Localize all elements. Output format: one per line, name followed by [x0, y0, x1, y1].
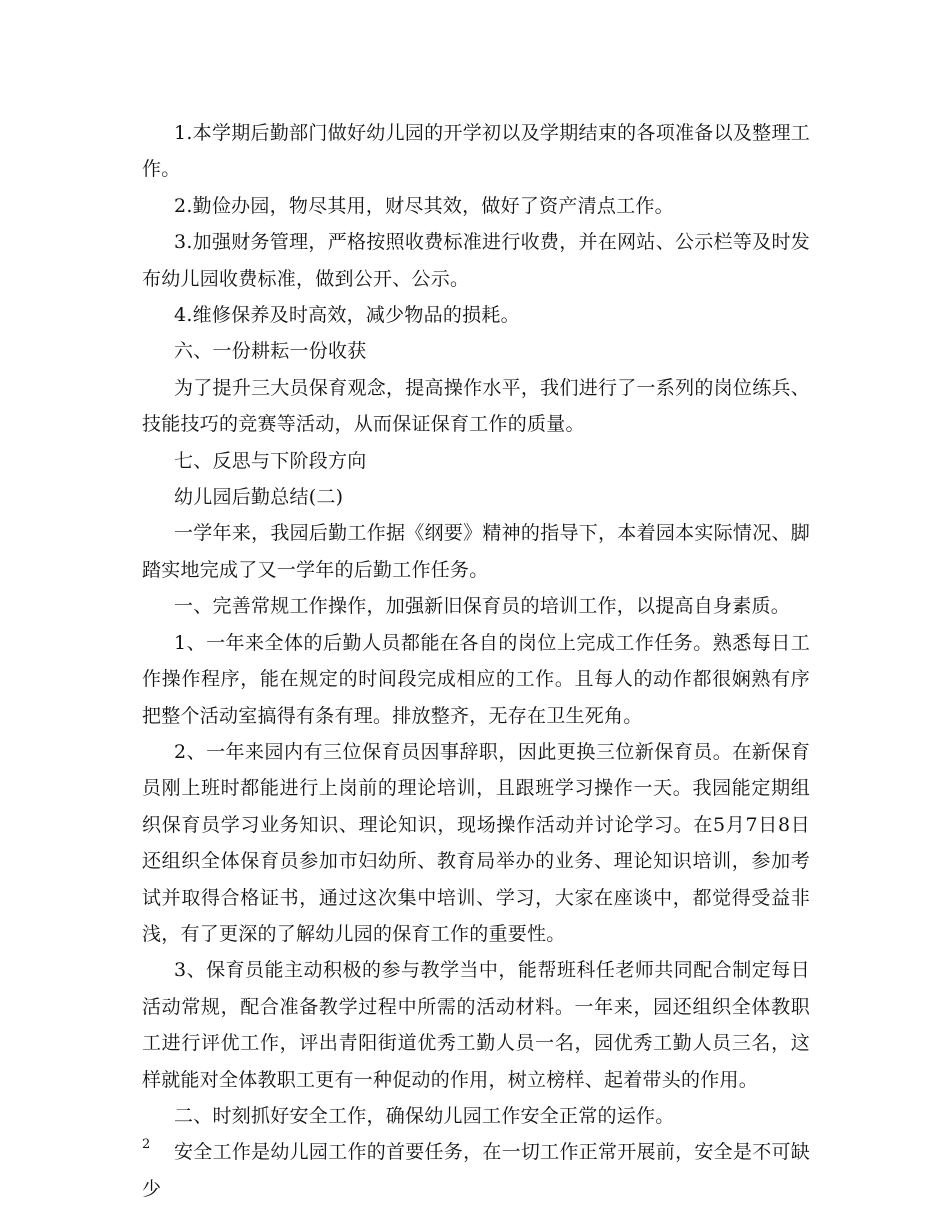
- paragraph-finance-management: 3.加强财务管理，严格按照收费标准进行收费，并在网站、公示栏等及时发布幼儿园收费标准，做到公开、公示。: [142, 231, 810, 290]
- paragraph-item-1: 1、一年来全体的后勤人员都能在各自的岗位上完成工作任务。熟悉每日工作操作程序，能在规定的时间段完成相应的工作。且每人的动作都很娴熟有序把整个活动室搞得有条有理。排放整齐，无存在卫生死角。: [142, 631, 810, 727]
- document-body: [142, 115, 810, 1207]
- document-subtitle: 幼儿园后勤总结(二): [174, 486, 344, 509]
- paragraph-logistics-prep: 1.本学期后勤部门做好幼儿园的开学初以及学期结束的各项准备以及整理工作。: [142, 122, 810, 181]
- section-heading-two: 二、时刻抓好安全工作，确保幼儿园工作安全正常的运作。: [174, 1104, 675, 1127]
- section-heading-six: 六、一份耕耘一份收获: [174, 340, 367, 363]
- paragraph-skill-training: 为了提升三大员保育观念，提高操作水平，我们进行了一系列的岗位练兵、技能技巧的竞赛等活动，从而保证保育工作的质量。: [142, 376, 810, 436]
- section-heading-seven: 七、反思与下阶段方向: [174, 449, 367, 472]
- paragraph-item-2: 2、一年来园内有三位保育员因事辞职，因此更换三位新保育员。在新保育员刚上班时都能进行上岗前的理论培训，且跟班学习操作一天。我园能定期组织保育员学习业务知识、理论知识，现场操作活动并讨论学习。在5月7日8日还组织全体保育员参加市妇幼所、教育局举办的业务、理论知识培训，参加考试并取得合格证书，通过这次集中培训、学习，大家在座谈中，都觉得受益非浅，有了更深的了解幼儿园的保育工作的重要性。: [142, 740, 810, 945]
- paragraph-maintenance: 4.维修保养及时高效，减少物品的损耗。: [174, 304, 520, 327]
- paragraph-safety: 安全工作是幼儿园工作的首要任务，在一切工作正常开展前，安全是不可缺少: [142, 1141, 810, 1200]
- paragraph-item-3: 3、保育员能主动积极的参与教学当中，能帮班科任老师共同配合制定每日活动常规，配合准备教学过程中所需的活动材料。一年来，园还组织全体教职工进行评优工作，评出青阳街道优秀工勤人员一名，园优秀工勤人员三名，这样就能对全体教职工更有一种促动的作用，树立榜样、起着带头的作用。: [142, 959, 810, 1091]
- paragraph-year-intro: 一学年来，我园后勤工作据《纲要》精神的指导下，本着园本实际情况、脚踏实地完成了又一学年的后勤工作任务。: [142, 522, 810, 581]
- page-number: 2: [142, 1137, 151, 1152]
- paragraph-frugal-management: 2.勤俭办园，物尽其用，财尽其效，做好了资产清点工作。: [174, 194, 674, 217]
- section-heading-one: 一、完善常规工作操作，加强新旧保育员的培训工作，以提高自身素质。: [174, 595, 791, 618]
